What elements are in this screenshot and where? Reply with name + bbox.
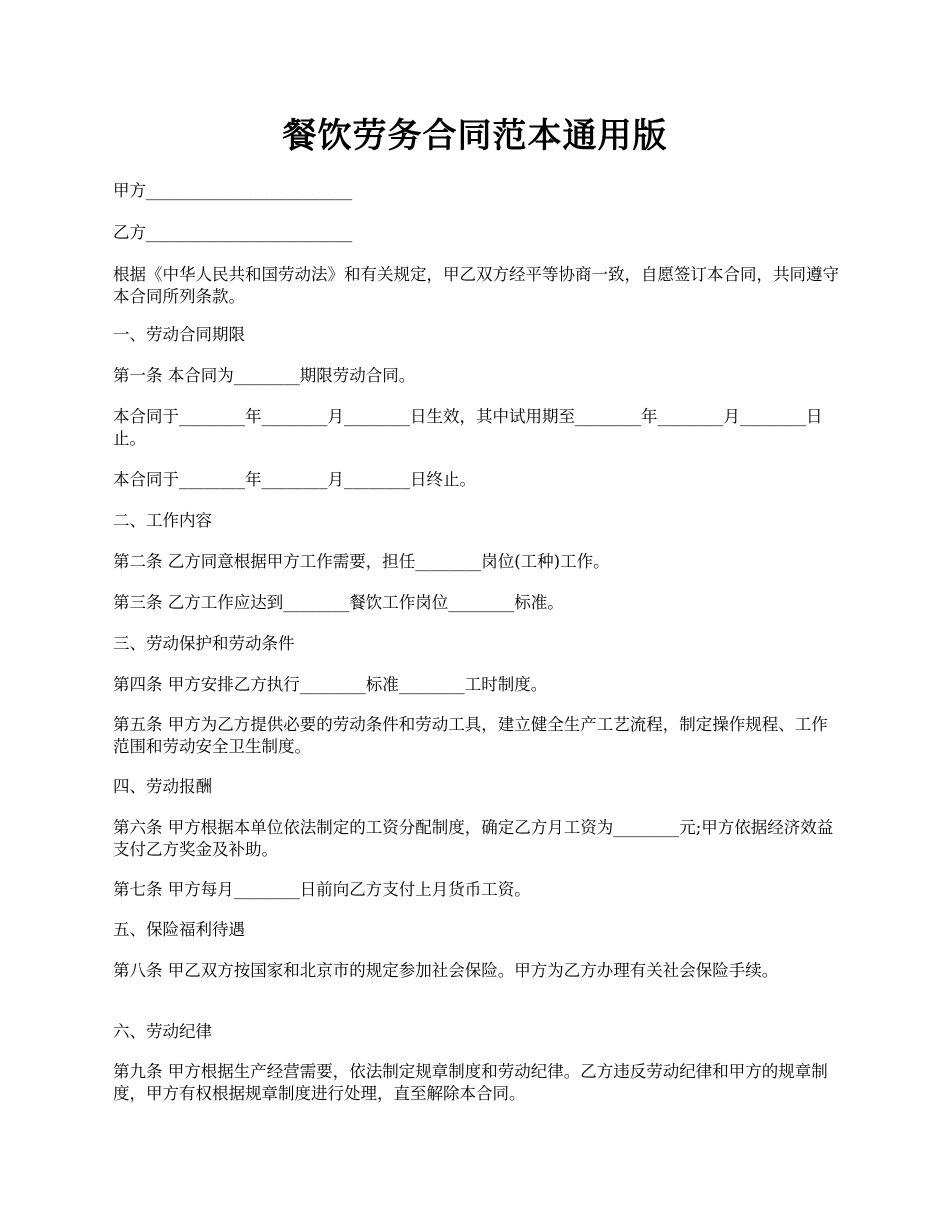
article-paragraph: 本合同于________年________月________日终止。 xyxy=(113,470,476,489)
article-paragraph: 第二条 乙方同意根据甲方工作需要，担任________岗位(工种)工作。 xyxy=(113,552,610,571)
party-a-line: 甲方_________________________ xyxy=(113,181,353,200)
article-paragraph: 第九条 甲方根据生产经营需要，依法制定规章制度和劳动纪律。乙方违反劳动纪律和甲方的规章制度，甲方有权根据规章制度进行处理，直至解除本合同。 xyxy=(113,1062,828,1103)
article-paragraph: 第七条 甲方每月________日前向乙方支付上月货币工资。 xyxy=(113,880,531,899)
section-heading: 四、劳动报酬 xyxy=(113,777,212,796)
article-paragraph: 第一条 本合同为________期限劳动合同。 xyxy=(113,366,416,385)
article-paragraph: 第六条 甲方根据本单位依法制定的工资分配制度，确定乙方月工资为________元;甲方依据经济效益支付乙方奖金及补助。 xyxy=(113,818,834,859)
section-heading: 三、劳动保护和劳动条件 xyxy=(113,634,295,653)
section-heading: 六、劳动纪律 xyxy=(113,1022,212,1041)
article-paragraph: 第四条 甲方安排乙方执行________标准________工时制度。 xyxy=(113,675,548,694)
party-b-line: 乙方_________________________ xyxy=(113,223,353,242)
article-paragraph: 第五条 甲方为乙方提供必要的劳动条件和劳动工具，建立健全生产工艺流程，制定操作规程、工作范围和劳动安全卫生制度。 xyxy=(113,715,828,756)
section-heading: 二、工作内容 xyxy=(113,511,212,530)
page-title: 餐饮劳务合同范本通用版 xyxy=(282,116,668,156)
article-paragraph: 第八条 甲乙双方按国家和北京市的规定参加社会保险。甲方为乙方办理有关社会保险手续。 xyxy=(113,961,779,980)
section-heading: 一、劳动合同期限 xyxy=(113,325,245,344)
article-paragraph: 本合同于________年________月________日生效，其中试用期至________年________月________日止。 xyxy=(113,407,823,448)
section-heading: 五、保险福利待遇 xyxy=(113,920,245,939)
article-paragraph: 第三条 乙方工作应达到________餐饮工作岗位________标准。 xyxy=(113,593,564,612)
preamble-paragraph: 根据《中华人民共和国劳动法》和有关规定，甲乙双方经平等协商一致，自愿签订本合同，共同遵守本合同所列条款。 xyxy=(113,265,839,306)
